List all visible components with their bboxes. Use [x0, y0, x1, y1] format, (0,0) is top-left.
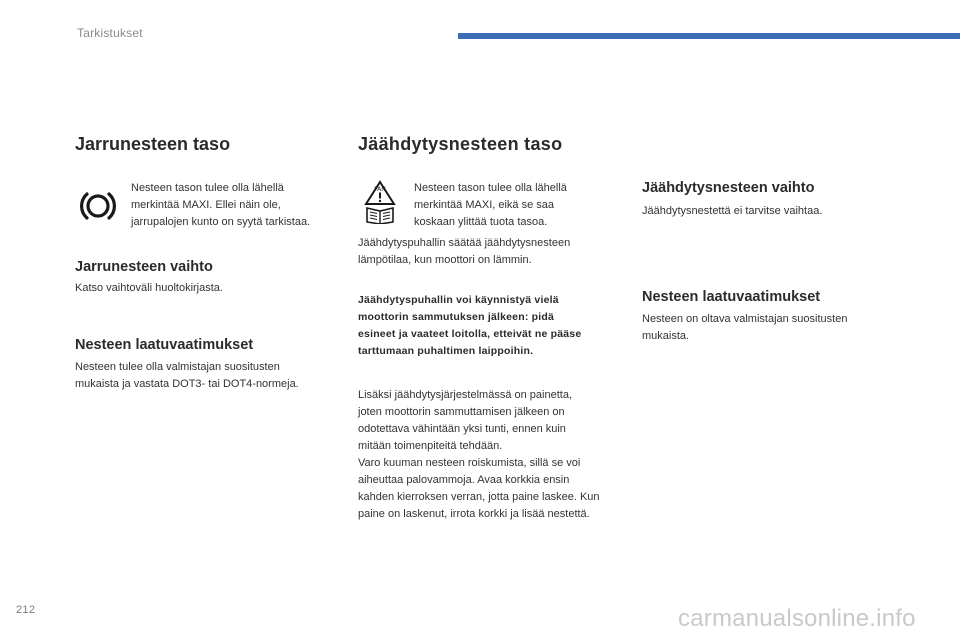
text-line: Nesteen on oltava valmistajan suositusten	[642, 313, 848, 325]
watermark: carmanualsonline.info	[678, 605, 916, 632]
fan-warning-manual-icon	[363, 180, 397, 224]
brake-fluid-change-text: Katso vaihtoväli huoltokirjasta.	[75, 282, 223, 294]
text-line: aiheuttaa palovammoja. Avaa korkkia ensin	[358, 474, 570, 486]
brake-fluid-change-title: Jarrunesteen vaihto	[75, 259, 213, 275]
text-line: tarttumaan puhaltimen laippoihin.	[358, 345, 534, 357]
coolant-quality-title: Nesteen laatuvaatimukset	[642, 289, 821, 305]
text-line: joten moottorin sammuttamisen jälkeen on	[358, 406, 565, 418]
text-line: moottorin sammutuksen jälkeen: pidä	[358, 311, 555, 323]
coolant-level-intro	[414, 180, 614, 231]
brake-fluid-quality-title: Nesteen laatuvaatimukset	[75, 337, 254, 353]
text-line: esineet ja vaateet loitolla, etteivät ne pääse	[358, 328, 582, 340]
text-line: Lisäksi jäähdytysjärjestelmässä on painetta,	[358, 389, 573, 401]
text-line: koskaan ylittää tuota tasoa.	[414, 216, 548, 228]
text-line: Nesteen tason tulee olla lähellä	[414, 182, 567, 194]
coolant-quality-text	[642, 311, 902, 345]
page-number: 212	[16, 604, 36, 616]
text-line: mukaista ja vastata DOT3- tai DOT4-normeja.	[75, 378, 299, 390]
text-line: mukaista.	[642, 330, 690, 342]
text-line: Jäähdytyspuhallin säätää jäähdytysnesteen	[358, 237, 571, 249]
brake-fluid-quality-text	[75, 359, 340, 393]
svg-text:FAN: FAN	[374, 186, 386, 193]
coolant-thermostat-text	[358, 235, 618, 269]
coolant-level-title: Jäähdytysnesteen taso	[358, 134, 563, 154]
coolant-change-text: Jäähdytysnestettä ei tarvitse vaihtaa.	[642, 205, 823, 217]
text-line: odotettava vähintään yksi tunti, ennen kuin	[358, 423, 566, 435]
text-line: merkintää MAXI. Ellei näin ole,	[131, 199, 281, 211]
running-header: Tarkistukset	[77, 26, 143, 40]
brake-fluid-intro	[131, 180, 346, 231]
text-line: paine on laskenut, irrota korkki ja lisää nestettä.	[358, 508, 590, 520]
text-line: Jäähdytyspuhallin voi käynnistyä vielä	[358, 294, 559, 306]
text-line: merkintää MAXI, eikä se saa	[414, 199, 555, 211]
text-line: Varo kuuman nesteen roiskumista, sillä se voi	[358, 457, 581, 469]
text-line: Nesteen tason tulee olla lähellä	[131, 182, 284, 194]
text-line: lämpötilaa, kun moottori on lämmin.	[358, 254, 532, 266]
brake-warning-icon	[78, 188, 118, 224]
brake-fluid-level-title: Jarrunesteen taso	[75, 134, 231, 154]
text-line: mitään toimenpiteitä tehdään.	[358, 440, 503, 452]
text-line: jarrupalojen kunto on syytä tarkistaa.	[131, 216, 311, 228]
text-line: Nesteen tulee olla valmistajan suositusten	[75, 361, 280, 373]
pressure-warning-text	[358, 387, 633, 523]
coolant-change-title: Jäähdytysnesteen vaihto	[642, 180, 815, 196]
fan-warning-text	[358, 292, 628, 360]
text-line: kahden kierroksen verran, jotta paine laskee. Kun	[358, 491, 600, 503]
header-accent-bar	[458, 33, 960, 39]
